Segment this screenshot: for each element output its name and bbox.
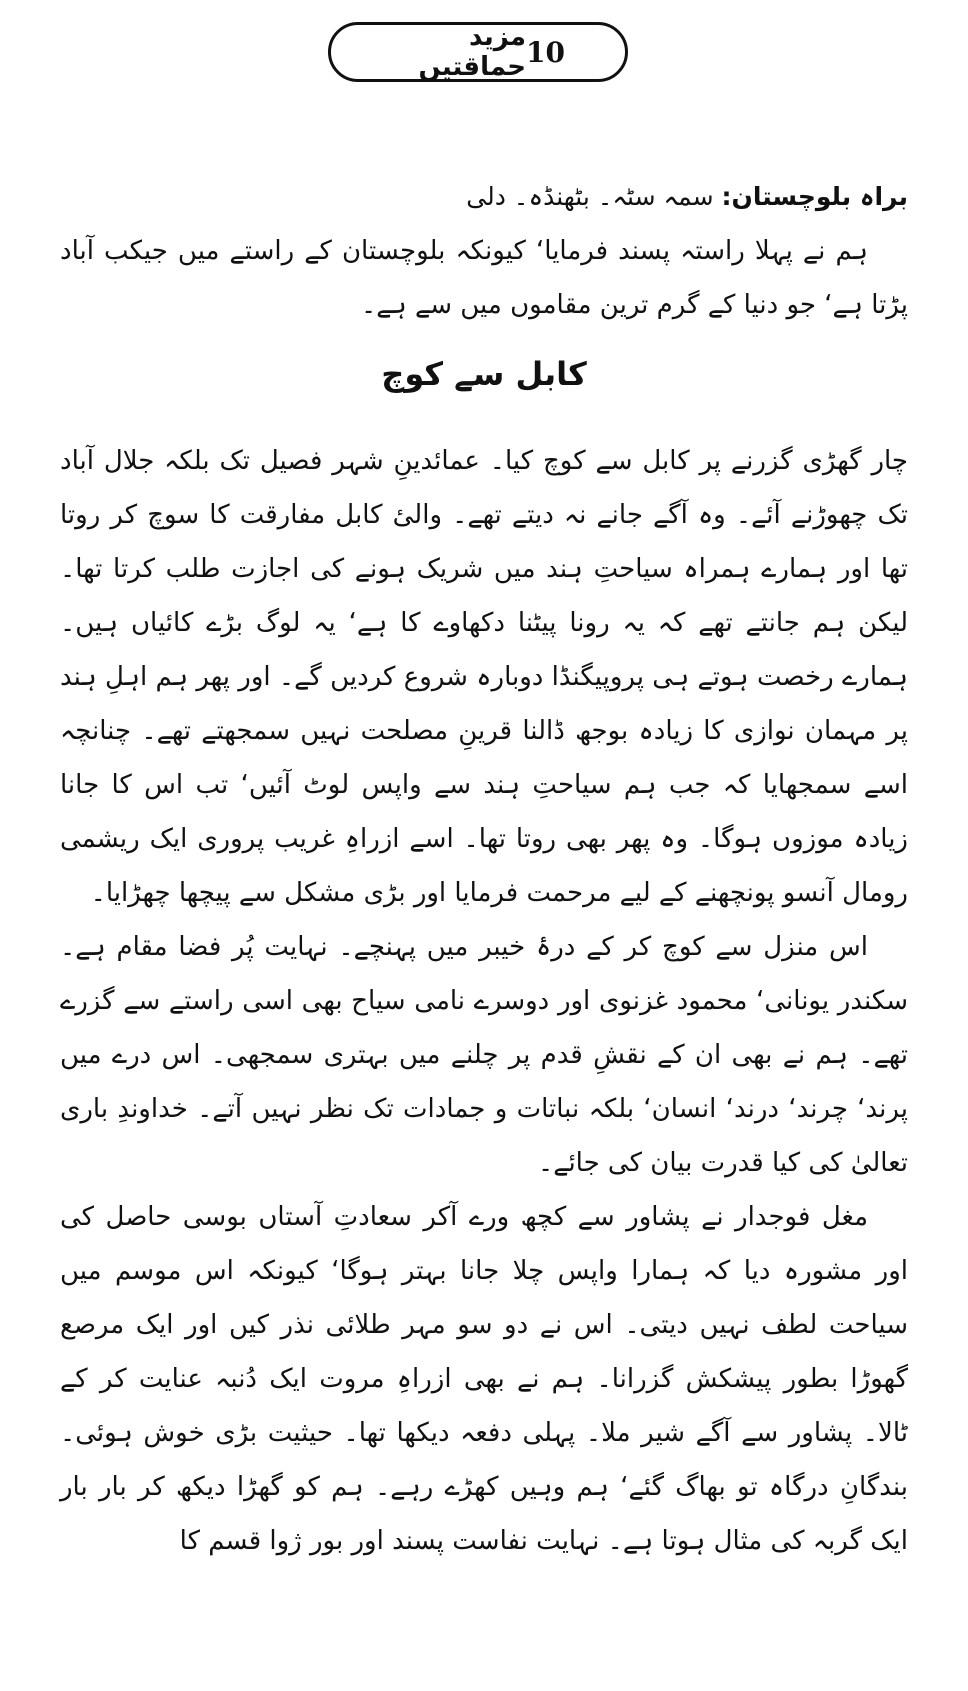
paragraph-2: اس منزل سے کوچ کر کے درۂ خیبر میں پہنچے۔ نہایت پُر فضا مقام ہے۔ سکندر یونانی‘ محمود غزنوی اور دوسرے نامی سیاح بھی اسی راستے سے گزرے تھے۔ ہم نے بھی ان کے نقشِ قدم پر چلنے میں بہتری سمجھی۔ اس درے میں پرند‘ چرند‘ درند‘ انسان‘ بلکہ نباتات و جمادات تک نظر نہیں آتے۔ خداوندِ باری تعالیٰ کی کیا قدرت بیان کی جائے۔: [60, 932, 908, 1178]
page-body: [60, 170, 908, 1568]
page-number: 10: [526, 35, 565, 69]
section-heading: کابل سے کوچ: [381, 355, 587, 393]
route-line: [60, 170, 908, 224]
route-label: براہ بلوچستان:: [721, 182, 908, 211]
intro-paragraph: ہم نے پہلا راستہ پسند فرمایا‘ کیونکہ بلوچستان کے راستے میں جیکب آباد پڑتا ہے‘ جو دنیا کے گرم ترین مقاموں میں سے ہے۔: [60, 236, 908, 320]
route-value: سمہ سٹہ۔ بٹھنڈہ۔ دلی: [466, 182, 714, 211]
paragraph-1: چار گھڑی گزرنے پر کابل سے کوچ کیا۔ عمائدینِ شہر فصیل تک بلکہ جلال آباد تک چھوڑنے آئے۔ وہ آگے جانے نہ دیتے تھے۔ والیٔ کابل مفارقت کا سوچ کر روتا تھا اور ہمارے ہمراہ سیاحتِ ہند میں شریک ہونے کی اجازت طلب کرتا تھا۔ لیکن ہم جانتے تھے کہ یہ رونا پیٹنا دکھاوے کا ہے‘ یہ لوگ بڑے کائیاں ہیں۔ ہمارے رخصت ہوتے ہی پروپیگنڈا دوبارہ شروع کردیں گے۔ اور پھر ہم اہلِ ہند پر مہمان نوازی کا زیادہ بوجھ ڈالنا قرینِ مصلحت نہیں سمجھتے تھے۔ چنانچہ اسے سمجھایا کہ جب ہم سیاحتِ ہند سے واپس لوٹ آئیں‘ تب اس کا جانا زیادہ موزوں ہوگا۔ وہ پھر بھی روتا تھا۔ اسے ازراہِ غریب پروری ایک ریشمی رومال آنسو پونچھنے کے لیے مرحمت فرمایا اور بڑی مشکل سے پیچھا چھڑایا۔: [60, 446, 909, 908]
running-title: مزید حماقتیں: [418, 22, 527, 82]
page-header-frame: [328, 22, 628, 82]
paragraph-3: مغل فوجدار نے پشاور سے کچھ ورے آکر سعادتِ آستاں بوسی حاصل کی اور مشورہ دیا کہ ہمارا واپس چلا جانا بہتر ہوگا‘ کیونکہ اس موسم میں سیاحت لطف نہیں دیتی۔ اس نے دو سو مہر طلائی نذر کیں اور ایک مرصع گھوڑا بطور پیشکش گزرانا۔ ہم نے بھی ازراہِ مروت ایک دُنبہ عنایت کر کے ٹالا۔ پشاور سے آگے شیر ملا۔ پہلی دفعہ دیکھا تھا۔ حیثیت بڑی خوش ہوئی۔ بندگانِ درگاہ تو بھاگ گئے‘ ہم وہیں کھڑے رہے۔ ہم کو گھڑا دیکھ کر بار بار ایک گربہ کی مثال ہوتا ہے۔ نہایت نفاست پسند اور بور ژوا قسم کا: [60, 1202, 908, 1556]
